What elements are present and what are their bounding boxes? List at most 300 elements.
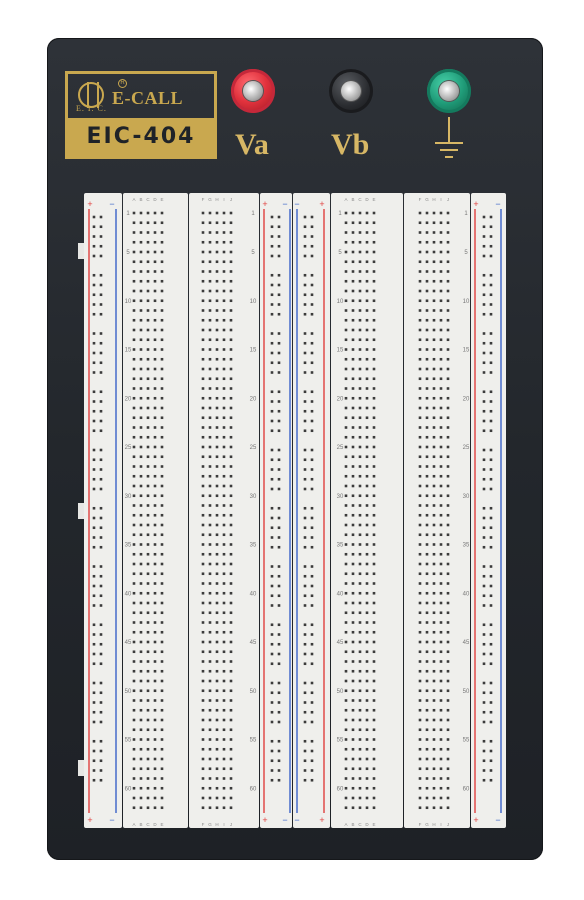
hole [419,670,422,673]
hole [161,738,164,741]
hole [133,621,136,624]
hole [447,660,450,663]
hole [140,387,143,390]
rail-hole [271,420,274,423]
hole [419,212,422,215]
hole [359,533,362,536]
hole [154,368,157,371]
hole [419,728,422,731]
hole [161,290,164,293]
hole [202,514,205,517]
rail-hole [93,332,96,335]
hole [216,777,219,780]
hole [161,465,164,468]
hole [447,543,450,546]
hole [345,680,348,683]
hole [154,777,157,780]
hole [447,319,450,322]
hole [140,592,143,595]
hole [345,241,348,244]
rail-hole [483,313,486,316]
hole [352,787,355,790]
rail-hole [483,565,486,568]
hole [161,553,164,556]
hole [419,251,422,254]
rail-hole [490,585,493,588]
hole [223,777,226,780]
hole [230,641,233,644]
hole [209,719,212,722]
hole [359,280,362,283]
rail-hole [483,468,486,471]
hole [373,212,376,215]
hole [359,290,362,293]
hole [147,709,150,712]
hole [426,777,429,780]
rail-hole [490,390,493,393]
rail-hole [93,721,96,724]
hole [209,426,212,429]
rail-hole [93,750,96,753]
hole [440,533,443,536]
hole [366,582,369,585]
hole [426,719,429,722]
rail-hole [490,235,493,238]
hole [230,533,233,536]
hole [352,806,355,809]
hole [426,436,429,439]
rail-hole [483,546,486,549]
hole [209,592,212,595]
hole [209,553,212,556]
hole [209,270,212,273]
hole [447,270,450,273]
rail-hole [278,750,281,753]
hole [230,309,233,312]
hole [433,221,436,224]
column-label: B [139,822,143,827]
rail-hole [483,517,486,520]
hole [154,806,157,809]
rail-hole [490,225,493,228]
hole [373,631,376,634]
hole [140,494,143,497]
hole [154,377,157,380]
hole [359,767,362,770]
rail-hole [304,740,307,743]
hole [230,387,233,390]
rail-hole [483,594,486,597]
hole [154,231,157,234]
hole [147,777,150,780]
rail-hole [490,458,493,461]
hole [345,777,348,780]
logo-brand-text: E-CALL [112,88,184,108]
hole-grid [84,193,506,828]
hole [359,309,362,312]
hole [133,329,136,332]
hole [366,348,369,351]
row-number: 55 [124,737,132,744]
row-number: 20 [249,396,257,403]
hole [345,368,348,371]
rail-hole [483,507,486,510]
hole [140,670,143,673]
hole [161,397,164,400]
hole [426,767,429,770]
hole [202,446,205,449]
hole [366,689,369,692]
hole [147,572,150,575]
rail-hole [100,274,103,277]
hole [161,368,164,371]
hole [366,641,369,644]
rail-hole [93,342,96,345]
hole [147,680,150,683]
hole [230,212,233,215]
rail-hole [304,653,307,656]
hole [366,621,369,624]
rail-hole [271,352,274,355]
hole [154,260,157,263]
rail-hole [278,303,281,306]
hole [345,767,348,770]
hole [154,494,157,497]
hole [223,348,226,351]
rail-hole [311,235,314,238]
hole [140,709,143,712]
column-label: J [446,822,450,827]
hole [216,631,219,634]
hole [433,728,436,731]
rail-hole [304,643,307,646]
hole [352,426,355,429]
hole [209,251,212,254]
rail-hole [93,458,96,461]
hole [359,670,362,673]
hole [202,767,205,770]
hole [366,231,369,234]
hole [352,699,355,702]
hole [154,290,157,293]
hole [147,338,150,341]
rail-hole [271,274,274,277]
hole [202,748,205,751]
rail-hole [483,303,486,306]
column-label: E [160,822,164,827]
row-number: 1 [251,211,255,217]
hole [154,582,157,585]
hole [223,563,226,566]
hole [419,787,422,790]
hole [366,670,369,673]
hole [133,709,136,712]
rail-hole [311,585,314,588]
rail-hole [271,750,274,753]
column-label: D [153,822,157,827]
hole [426,592,429,595]
hole [230,251,233,254]
hole [230,494,233,497]
hole [209,563,212,566]
hole [154,543,157,546]
rail-hole [490,691,493,694]
hole [216,260,219,263]
hole [147,670,150,673]
hole [154,455,157,458]
hole [230,416,233,419]
rail-hole [278,342,281,345]
hole [419,348,422,351]
rail-hole [311,662,314,665]
hole [216,377,219,380]
rail-hole [271,662,274,665]
hole [359,270,362,273]
hole [433,309,436,312]
rail-hole [490,662,493,665]
hole [154,553,157,556]
hole [433,602,436,605]
hole [230,446,233,449]
hole [373,611,376,614]
hole [161,221,164,224]
hole [373,221,376,224]
hole [161,358,164,361]
rail-hole [278,274,281,277]
hole [202,309,205,312]
hole [373,299,376,302]
hole [419,475,422,478]
hole [154,446,157,449]
binding-post-va[interactable] [231,69,275,113]
hole [202,738,205,741]
hole [447,592,450,595]
hole [366,728,369,731]
hole [161,212,164,215]
rail-hole [304,682,307,685]
rail-hole [100,779,103,782]
hole [345,377,348,380]
hole [147,436,150,439]
hole [147,806,150,809]
row-number: 50 [336,688,344,695]
hole [359,719,362,722]
hole [223,358,226,361]
rail-hole [490,274,493,277]
hole [154,407,157,410]
row-number: 45 [249,640,257,646]
hole [359,582,362,585]
hole [426,563,429,566]
rail-hole [271,653,274,656]
hole [447,689,450,692]
hole [366,758,369,761]
rail-sign-bottom: − [282,815,288,825]
rail-hole [100,478,103,481]
hole [223,270,226,273]
rail-hole [483,216,486,219]
hole [216,553,219,556]
rail-hole [483,361,486,364]
rail-hole [483,536,486,539]
hole [440,231,443,234]
hole [447,338,450,341]
hole [440,368,443,371]
hole [216,455,219,458]
hole [230,738,233,741]
hole [345,309,348,312]
rail-hole [304,274,307,277]
hole [223,689,226,692]
hole [352,358,355,361]
rail-hole [271,225,274,228]
hole [366,397,369,400]
rail-hole [490,604,493,607]
hole [230,358,233,361]
hole [440,689,443,692]
hole [366,270,369,273]
binding-post-ground[interactable] [427,69,471,113]
hole [202,436,205,439]
rail-hole [100,400,103,403]
hole [433,426,436,429]
hole [345,280,348,283]
hole [440,465,443,468]
rail-hole [93,274,96,277]
hole [419,231,422,234]
hole [133,582,136,585]
hole [447,446,450,449]
hole [359,329,362,332]
hole [223,212,226,215]
hole [366,533,369,536]
hole [373,709,376,712]
hole [359,436,362,439]
rail-hole [490,400,493,403]
hole [433,533,436,536]
hole [202,689,205,692]
hole [216,680,219,683]
hole [366,572,369,575]
hole [359,260,362,263]
column-label: G [425,822,429,827]
hole [345,436,348,439]
hole [140,241,143,244]
hole [373,777,376,780]
hole [366,436,369,439]
hole [202,806,205,809]
hole [345,290,348,293]
hole [440,709,443,712]
rail-hole [278,633,281,636]
hole [154,767,157,770]
hole [352,397,355,400]
hole [161,241,164,244]
rail-hole [311,420,314,423]
hole [140,397,143,400]
rail-hole [483,750,486,753]
hole [426,709,429,712]
rail-hole [311,711,314,714]
rail-hole [490,410,493,413]
rail-hole [311,410,314,413]
hole [440,738,443,741]
hole [202,368,205,371]
hole [433,368,436,371]
hole [140,621,143,624]
hole [440,563,443,566]
hole [147,426,150,429]
hole [230,407,233,410]
hole [345,670,348,673]
hole [223,602,226,605]
binding-post-vb[interactable] [329,69,373,113]
rail-hole [304,721,307,724]
rail-hole [490,750,493,753]
hole [345,797,348,800]
hole [373,397,376,400]
rail-hole [483,274,486,277]
row-number: 55 [336,737,344,744]
hole [426,494,429,497]
hole [419,436,422,439]
hole [154,436,157,439]
rail-hole [304,750,307,753]
rail-hole [311,759,314,762]
hole [419,699,422,702]
rail-hole [483,740,486,743]
rail-hole [100,429,103,432]
hole [345,358,348,361]
hole [433,543,436,546]
hole [209,524,212,527]
hole [230,777,233,780]
hole [366,748,369,751]
hole [202,319,205,322]
hole [419,221,422,224]
hole [345,787,348,790]
rail-hole [311,274,314,277]
hole [447,738,450,741]
rail-hole [304,449,307,452]
hole [154,270,157,273]
rail-hole [271,691,274,694]
hole [447,241,450,244]
rail-hole [278,643,281,646]
hole [345,299,348,302]
hole [133,524,136,527]
hole [133,494,136,497]
rail-hole [278,682,281,685]
rail-hole [483,721,486,724]
hole [359,446,362,449]
rail-hole [278,352,281,355]
rail-hole [278,361,281,364]
hole [419,329,422,332]
hole [161,806,164,809]
hole [216,650,219,653]
rail-hole [490,701,493,704]
hole [147,602,150,605]
hole [161,387,164,390]
hole [216,728,219,731]
rail-hole [100,468,103,471]
hole [147,212,150,215]
hole [209,397,212,400]
hole [366,319,369,322]
hole [419,446,422,449]
hole [147,485,150,488]
